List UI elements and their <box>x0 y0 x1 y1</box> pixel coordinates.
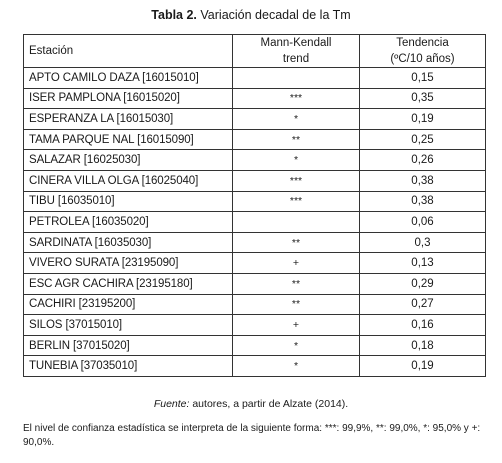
mann-kendall-cell: *** <box>233 88 360 109</box>
mann-kendall-cell: * <box>233 150 360 171</box>
mann-kendall-cell: *** <box>233 191 360 212</box>
station-cell: CACHIRI [23195200] <box>24 294 233 315</box>
trend-cell: 0,35 <box>360 88 486 109</box>
station-cell: SILOS [37015010] <box>24 315 233 336</box>
table-row <box>24 273 486 294</box>
mann-kendall-cell: * <box>233 109 360 130</box>
station-cell: APTO CAMILO DAZA [16015010] <box>24 68 233 89</box>
station-cell: ISER PAMPLONA [16015020] <box>24 88 233 109</box>
table-row <box>24 109 486 130</box>
table-row <box>24 68 486 89</box>
header-mk-line2: trend <box>282 53 310 65</box>
trend-cell: 0,19 <box>360 356 486 377</box>
header-station: Estación <box>24 35 233 68</box>
table-body <box>24 68 486 377</box>
table-number: Tabla 2. <box>151 8 197 22</box>
station-cell: ESPERANZA LA [16015030] <box>24 109 233 130</box>
table-row <box>24 191 486 212</box>
mann-kendall-cell: ** <box>233 129 360 150</box>
trend-cell: 0,25 <box>360 129 486 150</box>
confidence-note: El nivel de confianza estadística se interpreta de la siguiente forma: ***: 99,9%, **: 99,0%, *: 95,0% y +: 90,0%. <box>23 423 481 448</box>
header-trend-line1: Tendencia <box>396 37 449 49</box>
trend-cell: 0,18 <box>360 335 486 356</box>
trend-cell: 0,15 <box>360 68 486 89</box>
mann-kendall-cell: + <box>233 315 360 336</box>
station-cell: SARDINATA [16035030] <box>24 232 233 253</box>
station-cell: PETROLEA [16035020] <box>24 212 233 233</box>
station-cell: TUNEBIA [37035010] <box>24 356 233 377</box>
table-row <box>24 253 486 274</box>
table-row <box>24 356 486 377</box>
trend-cell: 0,29 <box>360 273 486 294</box>
station-cell: SALAZAR [16025030] <box>24 150 233 171</box>
table-row <box>24 232 486 253</box>
header-mann-kendall <box>233 35 360 68</box>
mann-kendall-cell: ** <box>233 232 360 253</box>
table-row <box>24 170 486 191</box>
table-row <box>24 212 486 233</box>
table-row <box>24 88 486 109</box>
table-row <box>24 129 486 150</box>
station-cell: VIVERO SURATA [23195090] <box>24 253 233 274</box>
trend-cell: 0,27 <box>360 294 486 315</box>
trend-cell: 0,06 <box>360 212 486 233</box>
station-cell: TAMA PARQUE NAL [16015090] <box>24 129 233 150</box>
header-row <box>24 35 486 68</box>
trend-cell: 0,16 <box>360 315 486 336</box>
mann-kendall-cell: * <box>233 356 360 377</box>
trend-cell: 0,13 <box>360 253 486 274</box>
header-mk-line1: Mann-Kendall <box>260 37 332 49</box>
station-cell: ESC AGR CACHIRA [23195180] <box>24 273 233 294</box>
source-text: autores, a partir de Alzate (2014). <box>192 398 349 410</box>
trend-cell: 0,3 <box>360 232 486 253</box>
mann-kendall-cell: ** <box>233 294 360 315</box>
trend-cell: 0,38 <box>360 170 486 191</box>
station-cell: CINERA VILLA OLGA [16025040] <box>24 170 233 191</box>
mann-kendall-cell: ** <box>233 273 360 294</box>
station-cell: TIBU [16035010] <box>24 191 233 212</box>
mann-kendall-cell: * <box>233 335 360 356</box>
mann-kendall-cell <box>233 68 360 89</box>
trend-cell: 0,26 <box>360 150 486 171</box>
trend-cell: 0,19 <box>360 109 486 130</box>
trend-table <box>23 34 486 377</box>
mann-kendall-cell: *** <box>233 170 360 191</box>
header-trend-line2: (ºC/10 años) <box>390 53 455 65</box>
table-row <box>24 315 486 336</box>
table-row <box>24 150 486 171</box>
header-tendencia <box>360 35 486 68</box>
station-cell: BERLIN [37015020] <box>24 335 233 356</box>
source-label: Fuente: <box>153 398 190 410</box>
mann-kendall-cell <box>233 212 360 233</box>
table-title <box>0 8 502 22</box>
table-row <box>24 335 486 356</box>
table-caption: Variación decadal de la Tm <box>200 8 351 22</box>
mann-kendall-cell: + <box>233 253 360 274</box>
table-row <box>24 294 486 315</box>
trend-cell: 0,38 <box>360 191 486 212</box>
source-line <box>0 398 502 410</box>
